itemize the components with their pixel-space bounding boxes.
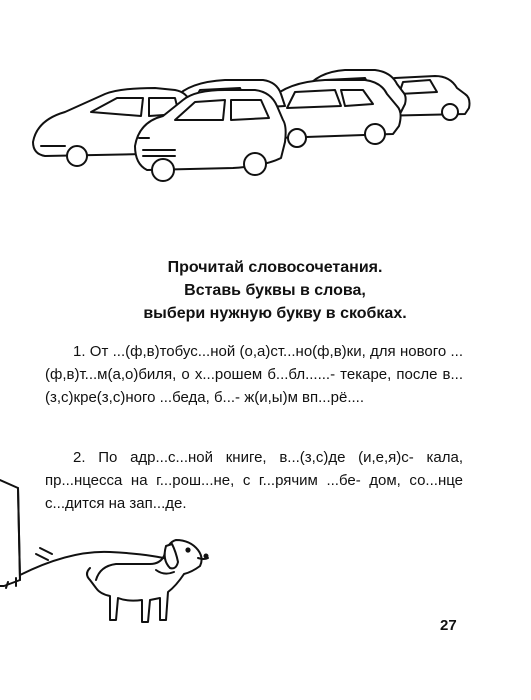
exercise-number: 1.	[73, 343, 86, 360]
exercise-1	[45, 340, 463, 409]
instruction-line-2: Вставь буквы в слова,	[184, 282, 366, 299]
dog-illustration	[0, 470, 220, 645]
instructions	[60, 256, 490, 325]
owner-figure	[0, 480, 20, 588]
exercise-text: От ...(ф,в)тобус...ной (о,а)ст...но(ф,в)ки, для нового ...(ф,в)т...м(а,о)биля, о х...рошем б...бл......- текаре, после в...(з,с)кре(з,с)ного ...беда, б...- ж(и,ы)м вп...рё....	[45, 343, 463, 406]
exercise-text: По адр...с...ной книге, в...(з,с)де (и,е,я)с- кала, пр...нцесса на г...рош...не, с г...рячим ...бе- дом, со...нце с...дится на зап...де.	[45, 449, 464, 512]
instruction-line-1: Прочитай словосочетания.	[167, 259, 383, 276]
car-3	[269, 80, 401, 147]
instruction-line-3: выбери нужную букву в скобках.	[143, 305, 407, 322]
cars-illustration	[25, 60, 475, 190]
page-number: 27	[440, 617, 457, 634]
exercise-number: 2.	[73, 449, 86, 466]
